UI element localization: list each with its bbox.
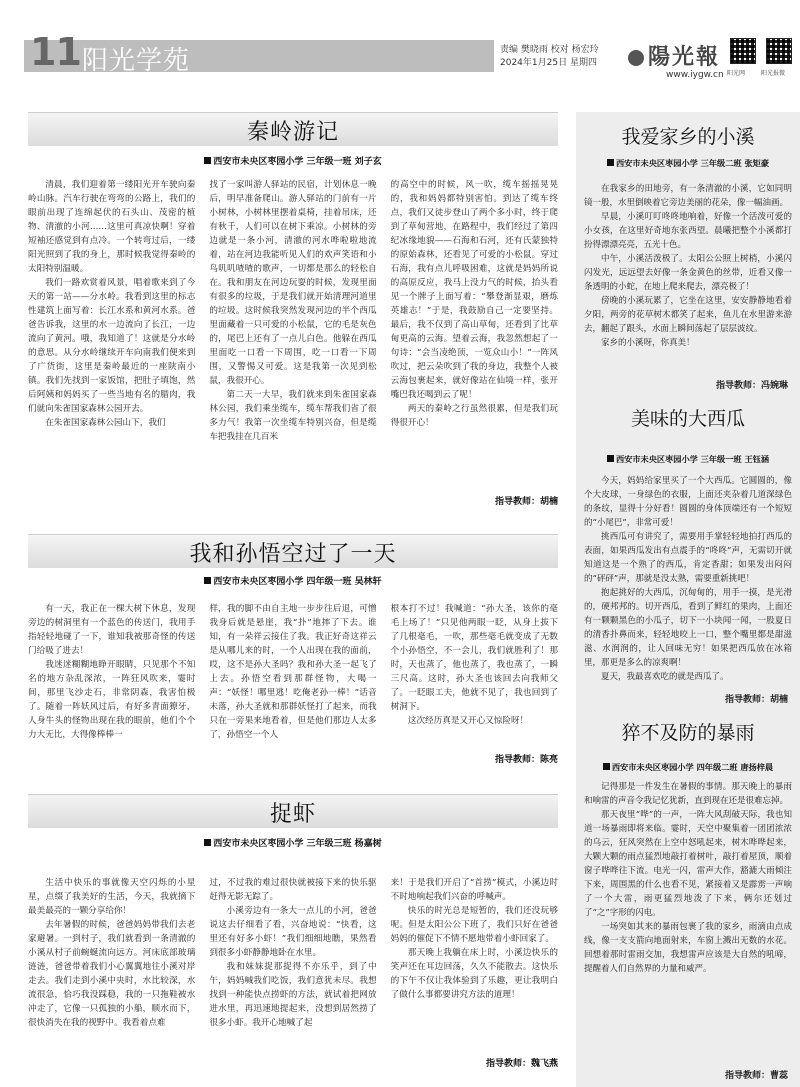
- article-title: 猝不及防的暴雨: [621, 722, 755, 744]
- sun-icon: [628, 50, 644, 66]
- qr-caption: 阳光报微: [761, 70, 786, 77]
- square-bullet-icon: [607, 159, 614, 166]
- paragraph: 我们一路欢赏着风景，唱着歌来到了今天的第一站——分水岭。我看到这里的标志性建筑上面写着：长江水系和黄河水系。爸爸告诉我，这里的水一边流向了长江，一边流向了黄河。哦，我知道了！这就是分水岭的意思。从分水岭继续开车向南我们便来到了广货街，这里是秦岭最近的一座陕南小镇。我们先找到一家饭馆，把肚子填饱，然后阿姨和妈妈买了一些当地有名的腊肉，我们就向朱雀国家森林公园开去。: [28, 278, 196, 414]
- paragraph: 找了一家叫游人驿站的民宿，计划休息一晚后，明早准备爬山。游人驿站的门前有一片小树林，小树林里摆着桌椅，挂着吊床，还有秋千，人们可以在树下乘凉。小树林的旁边就是一条小河，清澈的河水哗啦啦地流着，站在河边我能听见人们的欢声笑语和小鸟叽叽喳喳的歌声，一切都是那么的轻松自在。我和朋友在河边玩耍的时候，发现里面有很多的垃圾，于是我们就开始清理河道里的垃圾。这时候我突然发现河边的半个西瓜里面藏着一只可爱的小松鼠，它的毛是灰色的，尾巴上还有了一点儿白色。他躲在西瓜里面吃一口看一下周围，吃一口看一下周围，又警惕又可爱。这是我第一次见到松鼠，我很开心。: [209, 180, 377, 386]
- paragraph: 过，不过我的难过很快就被接下来的快乐驱赶得无影无踪了。: [209, 878, 377, 902]
- qr-code-icon: [766, 38, 792, 64]
- editor-line: 责编 樊晓雨 校对 杨宏玲: [500, 45, 599, 55]
- page-number: 11: [30, 30, 81, 74]
- paragraph: 小溪旁边有一条大一点儿的小河，爸爸说这去仔细看了看，兴奋地说：“快看，这里还有好多小虾！”我们细细地瞧，果然看到很多小虾静静地卧在水里。: [209, 906, 377, 958]
- paragraph: 傍晚的小溪玩累了，它坐在这里，安安静静地看着夕阳，两旁的花草树木都笑了起来，鱼儿在水里游来游去，翻起了跟头，水面上瞬间荡起了层层波纹。: [584, 296, 792, 334]
- article-byline: 西安市未央区枣园小学 三年级一班 王钰涵: [576, 454, 800, 465]
- article-title-band: [28, 534, 558, 568]
- article-column: [28, 602, 195, 752]
- article-byline: 西安市未央区枣园小学 三年级一班 刘子玄: [28, 154, 558, 167]
- paragraph: 一场突如其来的暴雨包裹了我的家乡，雨滴由点成线，像一支支箭向地面射来，车窗上溅出无数的水花。回想着那时雷雨交加，我想雷声应该是大自然的吼啼，提醒着人们自然界的力量和威严。: [584, 922, 792, 974]
- article-title: 捉虾: [269, 802, 316, 827]
- page-name: 阳光学苑: [82, 46, 191, 76]
- article-watermelon-body: [584, 474, 792, 686]
- article-column: [28, 876, 195, 1050]
- article-column: [391, 602, 558, 752]
- teacher-credit: 指导教师：曹蕊: [724, 1071, 788, 1081]
- square-bullet-icon: [204, 839, 211, 846]
- paragraph: 家乡的小溪呀，你真美！: [601, 338, 695, 348]
- paragraph: 样，我的脚不由自主地一步步往后退，可憎我身后就是悬崖，我“扑”地摔了下去。谁知，有一朵祥云接住了我。我正好奇这祥云是从哪儿来的时，一个人出现在我的面前，哎，这不是孙大圣吗？我和孙大圣一起飞了上去。孙悟空看到那群怪物，大喝一声：“妖怪！哪里逃！吃俺老孙一棒！”话音未落，孙大圣就和那群妖怪打了起来，而我只在一旁果来地看着，但是他们那边人太多了，孙悟空一个人: [209, 604, 377, 740]
- paragraph: 早晨，小溪叮叮咚咚地响着，好像一个活泼可爱的小女孩，在这里好奇地东张西望。晨曦把整个小溪都打扮得漂漂亮亮，五光十色。: [584, 212, 792, 250]
- paragraph: 有一天，我正在一棵大树下休息，发现旁边的树洞里有一个蓝色的传送门，我用手指轻轻地碰了一下，谁知我被那奇怪的传送门给吸了进去！: [28, 604, 196, 656]
- paragraph: 第二天一大早，我们就来到朱雀国家森林公园，我们乘坐缆车，缆车帮我们省了很多力气！我第一次坐缆车特别兴奋，但是缆车把我挂在几百米: [209, 390, 377, 442]
- paragraph: 我迷迷糊糊地睁开眼睛，只见那个不知名的地方杂乱深浓，一阵狂风吹来，霎时间，那里飞沙走石，非常阴森，我害怕极了。随着一阵妖风过后，有好多青面獠牙，人身牛头的怪物出现在我的眼前，他们个个力大无比，大得像棒棒一: [28, 660, 196, 740]
- article-column: [28, 178, 195, 496]
- paragraph: 清晨，我们迎着第一缕阳光开车驶向秦岭山脉。汽车行驶在弯弯的公路上，我们的眼前出现了连绵起伏的石头山、茂密的植物、清澈的小河……这里可真凉快啊！穿着短袖还感觉到有点冷。一个转弯过后，一缕阳光照到了我的身上，那时候我觉得秦岭的太阳特别温暖。: [28, 180, 196, 274]
- paragraph: 两天的秦岭之行虽然很累，但是我们玩得很开心！: [390, 404, 558, 428]
- square-bullet-icon: [603, 763, 610, 770]
- editor-info: [500, 44, 599, 70]
- paragraph: 记得那是一件发生在暑假的事情。那天晚上的暴雨和响雷的声音令我记忆犹新，直到现在还是很难忘掉。: [584, 782, 792, 806]
- article-wukong: [28, 534, 558, 774]
- square-bullet-icon: [204, 157, 211, 164]
- article-title: 秦岭游记: [246, 120, 339, 145]
- paragraph: 在朱雀国家森林公园山下，我们: [45, 418, 166, 428]
- paragraph: 的高空中的时候，风一吹，缆车摇摇晃晃的，我和妈妈都特别害怕。到达了缆车终点，我们又徒步登山了两个多小时，终于爬到了草甸营地，在路程中，我们经过了第四纪冰缘地貌——石海和石河，还有氏蒙独特的原始森林，还看见了可爱的小松鼠。穿过石海，我有点儿呼吸困难，这就是妈妈所说的高原反应，我马上没力气的时候，抬头看见一个牌子上面写着：“攀登渐显艰，磨炼英雄志！”于是，我鼓励自己一定要坚持。最后，我不仅到了高山草甸，还看到了比草甸更高的云海。望着云海，我忽然想起了一句诗：“会当凌绝顶，一览众山小！”一阵风吹过，把云朵吹到了我的身边，我整个人被云海包裹起来，就好像站在仙境一样，张开嘴巴我还喝到云了呢！: [390, 180, 558, 400]
- paragraph: 去年暑假的时候，爸爸妈妈带我们去老家避暑。一到村子，我们就看到一条清澈的小溪从村子前蜿蜒流向远方。河床底部玻璃涟涟，爸爸带着我们小心翼翼地往小溪对岸走去。我们走到小溪中央时，水比较深，水流很急，恰巧我没踩稳，我的一只拖鞋被水冲走了，它像一只孤独的小船，顺水而下，很快消失在我的视野中。我看着点难: [28, 920, 196, 1028]
- teacher-credit: 指导教师：胡楠: [494, 497, 558, 507]
- teacher-credit: 指导教师：冯婉琳: [715, 381, 788, 391]
- square-bullet-icon: [204, 577, 211, 584]
- article-title: 美味的大西瓜: [630, 408, 745, 430]
- logo-text: 陽光報: [648, 44, 721, 70]
- square-bullet-icon: [607, 455, 614, 462]
- paragraph: 在我家乡的田地旁，有一条清澈的小溪，它如同明镜一般，水里倒映着它旁边美丽的花朵，像一幅油画。: [584, 184, 792, 208]
- teacher-credit: 指导教师：胡楠: [724, 695, 788, 705]
- article-title-band: [28, 794, 558, 828]
- article-shrimp: [28, 794, 558, 1084]
- teacher-credit: 指导教师：魏飞燕: [485, 1059, 558, 1069]
- paragraph: 夏天，我最喜欢吃的就是西瓜了。: [601, 672, 729, 682]
- article-title: 我和孙悟空过了一天: [189, 542, 397, 567]
- paragraph: 中午，小溪活泼极了。太阳公公照上树梢，小溪闪闪发光，远远望去好像一条金黄色的丝带，近看又像一条透明的小蛇，在地上爬来爬去，漂亮极了！: [584, 254, 792, 292]
- article-byline: 西安市未央区枣园小学 四年级二班 唐扬梓晨: [576, 762, 800, 773]
- paragraph: 快乐的时光总是短暂的，我们还没玩够呢。但是太阳公公下班了，我们只好在爸爸妈妈的催促下不情不愿地带着小虾回家了。: [390, 906, 558, 944]
- article-byline: 西安市未央区枣园小学 三年级二班 张矩豪: [576, 158, 800, 169]
- article-column: [391, 876, 558, 1050]
- paragraph: 生活中快乐的事就像天空闪烁的小星星，点缀了我美好的生活，今天，我就摘下最美最亮的一颗分享给你！: [28, 878, 196, 916]
- newspaper-logo: [628, 40, 720, 71]
- qr-caption: 阳光网: [727, 70, 746, 77]
- website-url[interactable]: www.iygw.cn: [666, 70, 724, 80]
- article-title-band: [28, 112, 558, 146]
- article-column: [209, 178, 376, 496]
- article-storm-body: [584, 780, 792, 1066]
- article-title: 我爱家乡的小溪: [621, 126, 755, 148]
- article-stream-body: [584, 182, 792, 374]
- paragraph: 那天夜里“哗”的一声，一阵大风刮破天际，我也知道一场暴雨即将来临。霎时，天空中聚集着一团团浓浓的乌云，狂风突然在上空中怒吼起来，树木哗哗起来，大颗大颗的雨点猛烈地敲打着树叶，敲打着屋顶，顺着窗子哗哗往下流。电光一闪，雷声大作，豁漉大雨倾注下来，周围黑的什么也看不见，紧接着又是霹雳一声响了一个大雷，雨更猛烈地泼了下来，俩尔还划过了“之”字形的闪电。: [584, 810, 792, 918]
- paragraph: 那天晚上我躺在床上时，小溪边快乐的笑声还在耳边回荡，久久不能散去。这快乐的下午不仅让我体验到了乐趣，更让我明白了做什么事都要讲究方法的道理！: [390, 948, 558, 1000]
- qr-code-icon: [730, 38, 756, 64]
- teacher-credit: 指导教师：陈亮: [494, 755, 558, 765]
- article-column: [391, 178, 558, 496]
- article-column: [209, 602, 376, 752]
- paragraph: 抱起挑好的大西瓜，沉甸甸的，用手一摸，是光滑的，硬邦邦的。切开西瓜，看到了鲜红的果肉，上面还有一颗颗黑色的小瓜子，切下一小块闻一闻，一股夏日的清香扑鼻而来，轻轻地咬上一口，整个嘴里都是甜滋滋、水润润的，让人回味无穷！如果把西瓜放在冰箱里，那更是多么的凉爽啊！: [584, 588, 792, 668]
- paragraph: 来！于是我们开启了“首捞”模式，小溪边时不时地响起我们兴奋的呼喊声。: [390, 878, 558, 902]
- article-byline: 西安市未央区枣园小学 三年级三班 杨嘉树: [28, 836, 558, 849]
- paragraph: 根本打不过！我喊道：“孙大圣，该你的毫毛上场了！”只见他两眼一眨，从身上拔下了几根毫毛，一吹，那些毫毛就变成了无数个小孙悟空，不一会儿，我们就胜利了！那时，天也蒸了，他也蒸了，我也蒸了，一瞬三尺高。这时，孙大圣也该回去向我师父了。一眨眼工夫，他就不见了，我也回到了树洞下。: [390, 604, 558, 712]
- paragraph: 挑西瓜可有讲究了，需要用手掌轻轻地拍打西瓜的表面，如果西瓜发出有点震手的“咚咚”声，无需切开就知道这是一个熟了的西瓜，肯定香甜；如果发出闷闷的“砰砰”声，那就是没太熟，需要重新挑吧！: [584, 532, 792, 584]
- article-qinling: [28, 112, 558, 512]
- paragraph: 这次经历真是又开心又惊险呀！: [407, 716, 529, 726]
- article-column: [209, 876, 376, 1050]
- paragraph: 我和妹妹捉那捉得不亦乐乎，到了中午，妈妈喊我们吃饭，我们意犹未尽。我想找到一种能快点捞虾的方法，就试着把网放进水里，再迅速地提起来，没想到居然捞了很多小虾。我开心地喊了起: [209, 962, 377, 1028]
- paragraph: 今天，妈妈给家里买了一个大西瓜。它圆圆的，像个大皮球，一身绿色的衣服，上面还夹杂着几道深绿色的条纹，显得十分好看！圆圆的身体顶端还有一个短短的“小尾巴”，非常可爱！: [584, 476, 792, 528]
- date-line: 2024年1月25日 星期四: [500, 58, 597, 68]
- article-byline: 西安市未央区枣园小学 四年级一班 吴林轩: [28, 574, 558, 587]
- masthead: [0, 0, 800, 95]
